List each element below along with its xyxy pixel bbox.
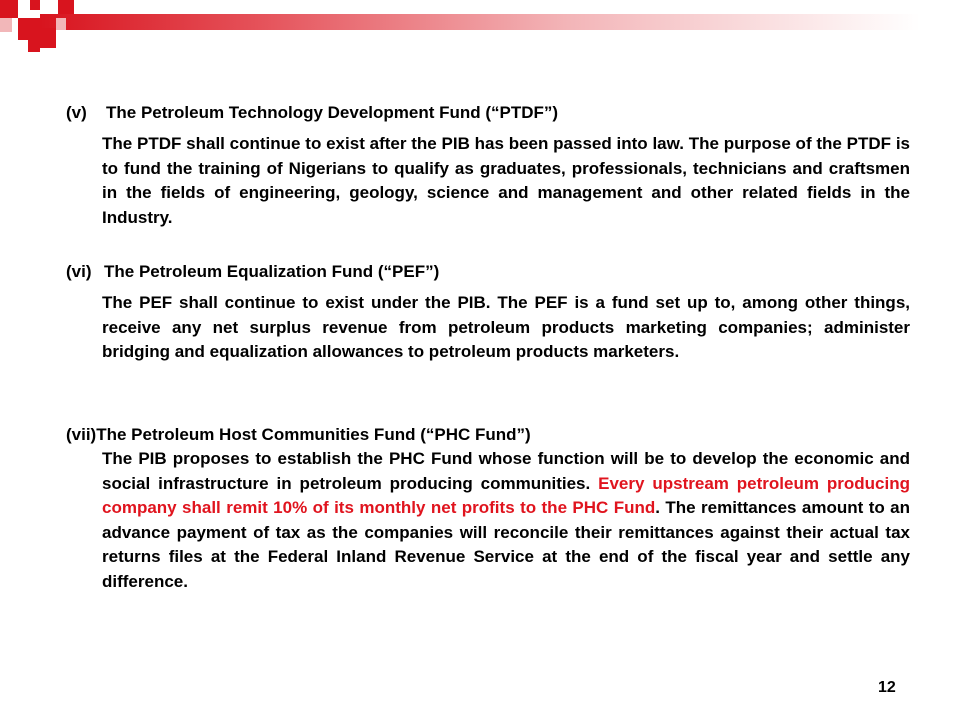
deco-square: [0, 0, 18, 18]
section-title: The Petroleum Technology Development Fund (“PTDF”): [106, 103, 559, 122]
header-gradient-bar: [40, 14, 920, 30]
deco-square: [58, 0, 74, 14]
deco-square: [28, 40, 40, 52]
section-number: (vi): [66, 262, 92, 281]
body-text: . The remittances amount to an advance payment of tax as the companies will reconcile their remittances against their actual tax returns files at the Federal Inland Revenue Service at the end of the fiscal year and settle any difference.: [102, 498, 910, 591]
section-title: The Petroleum Host Communities Fund (“PHC Fund”): [96, 425, 531, 444]
section-body-pef: The PEF shall continue to exist under the PIB. The PEF is a fund set up to, among other things, receive any net surplus revenue from petroleum products marketing companies; administer bridging and equalization allowances to petroleum products marketers.: [102, 293, 910, 361]
deco-square: [18, 18, 40, 40]
header-decoration: [0, 0, 960, 60]
deco-square: [30, 0, 40, 10]
section-body-ptdf: The PTDF shall continue to exist after the PIB has been passed into law. The purpose of the PTDF is to fund the training of Nigerians to qualify as graduates, professionals, technicians and craftsmen in the fields of engineering, geology, science and management and other related fields in the Industry.: [102, 134, 910, 227]
body-text: The PIB proposes to establish the PHC Fund whose function will be to develop the economic and social infrastructure in petroleum producing communities.: [102, 449, 910, 493]
deco-square: [56, 18, 66, 30]
section-heading-phc-fund: [66, 424, 531, 446]
highlighted-text: Every upstream petroleum producing company shall remit 10% of its monthly net profits to the PHC Fund: [102, 473, 910, 517]
section-heading-pef: [66, 261, 439, 283]
deco-square: [40, 28, 56, 48]
section-number: (v): [66, 103, 87, 122]
section-title: The Petroleum Equalization Fund (“PEF”): [104, 262, 440, 281]
page-number: 12: [878, 679, 896, 696]
section-body-phc-fund: [102, 447, 910, 594]
section-number: (vii): [66, 425, 97, 444]
section-heading-ptdf: [66, 102, 558, 124]
deco-square: [0, 18, 12, 32]
